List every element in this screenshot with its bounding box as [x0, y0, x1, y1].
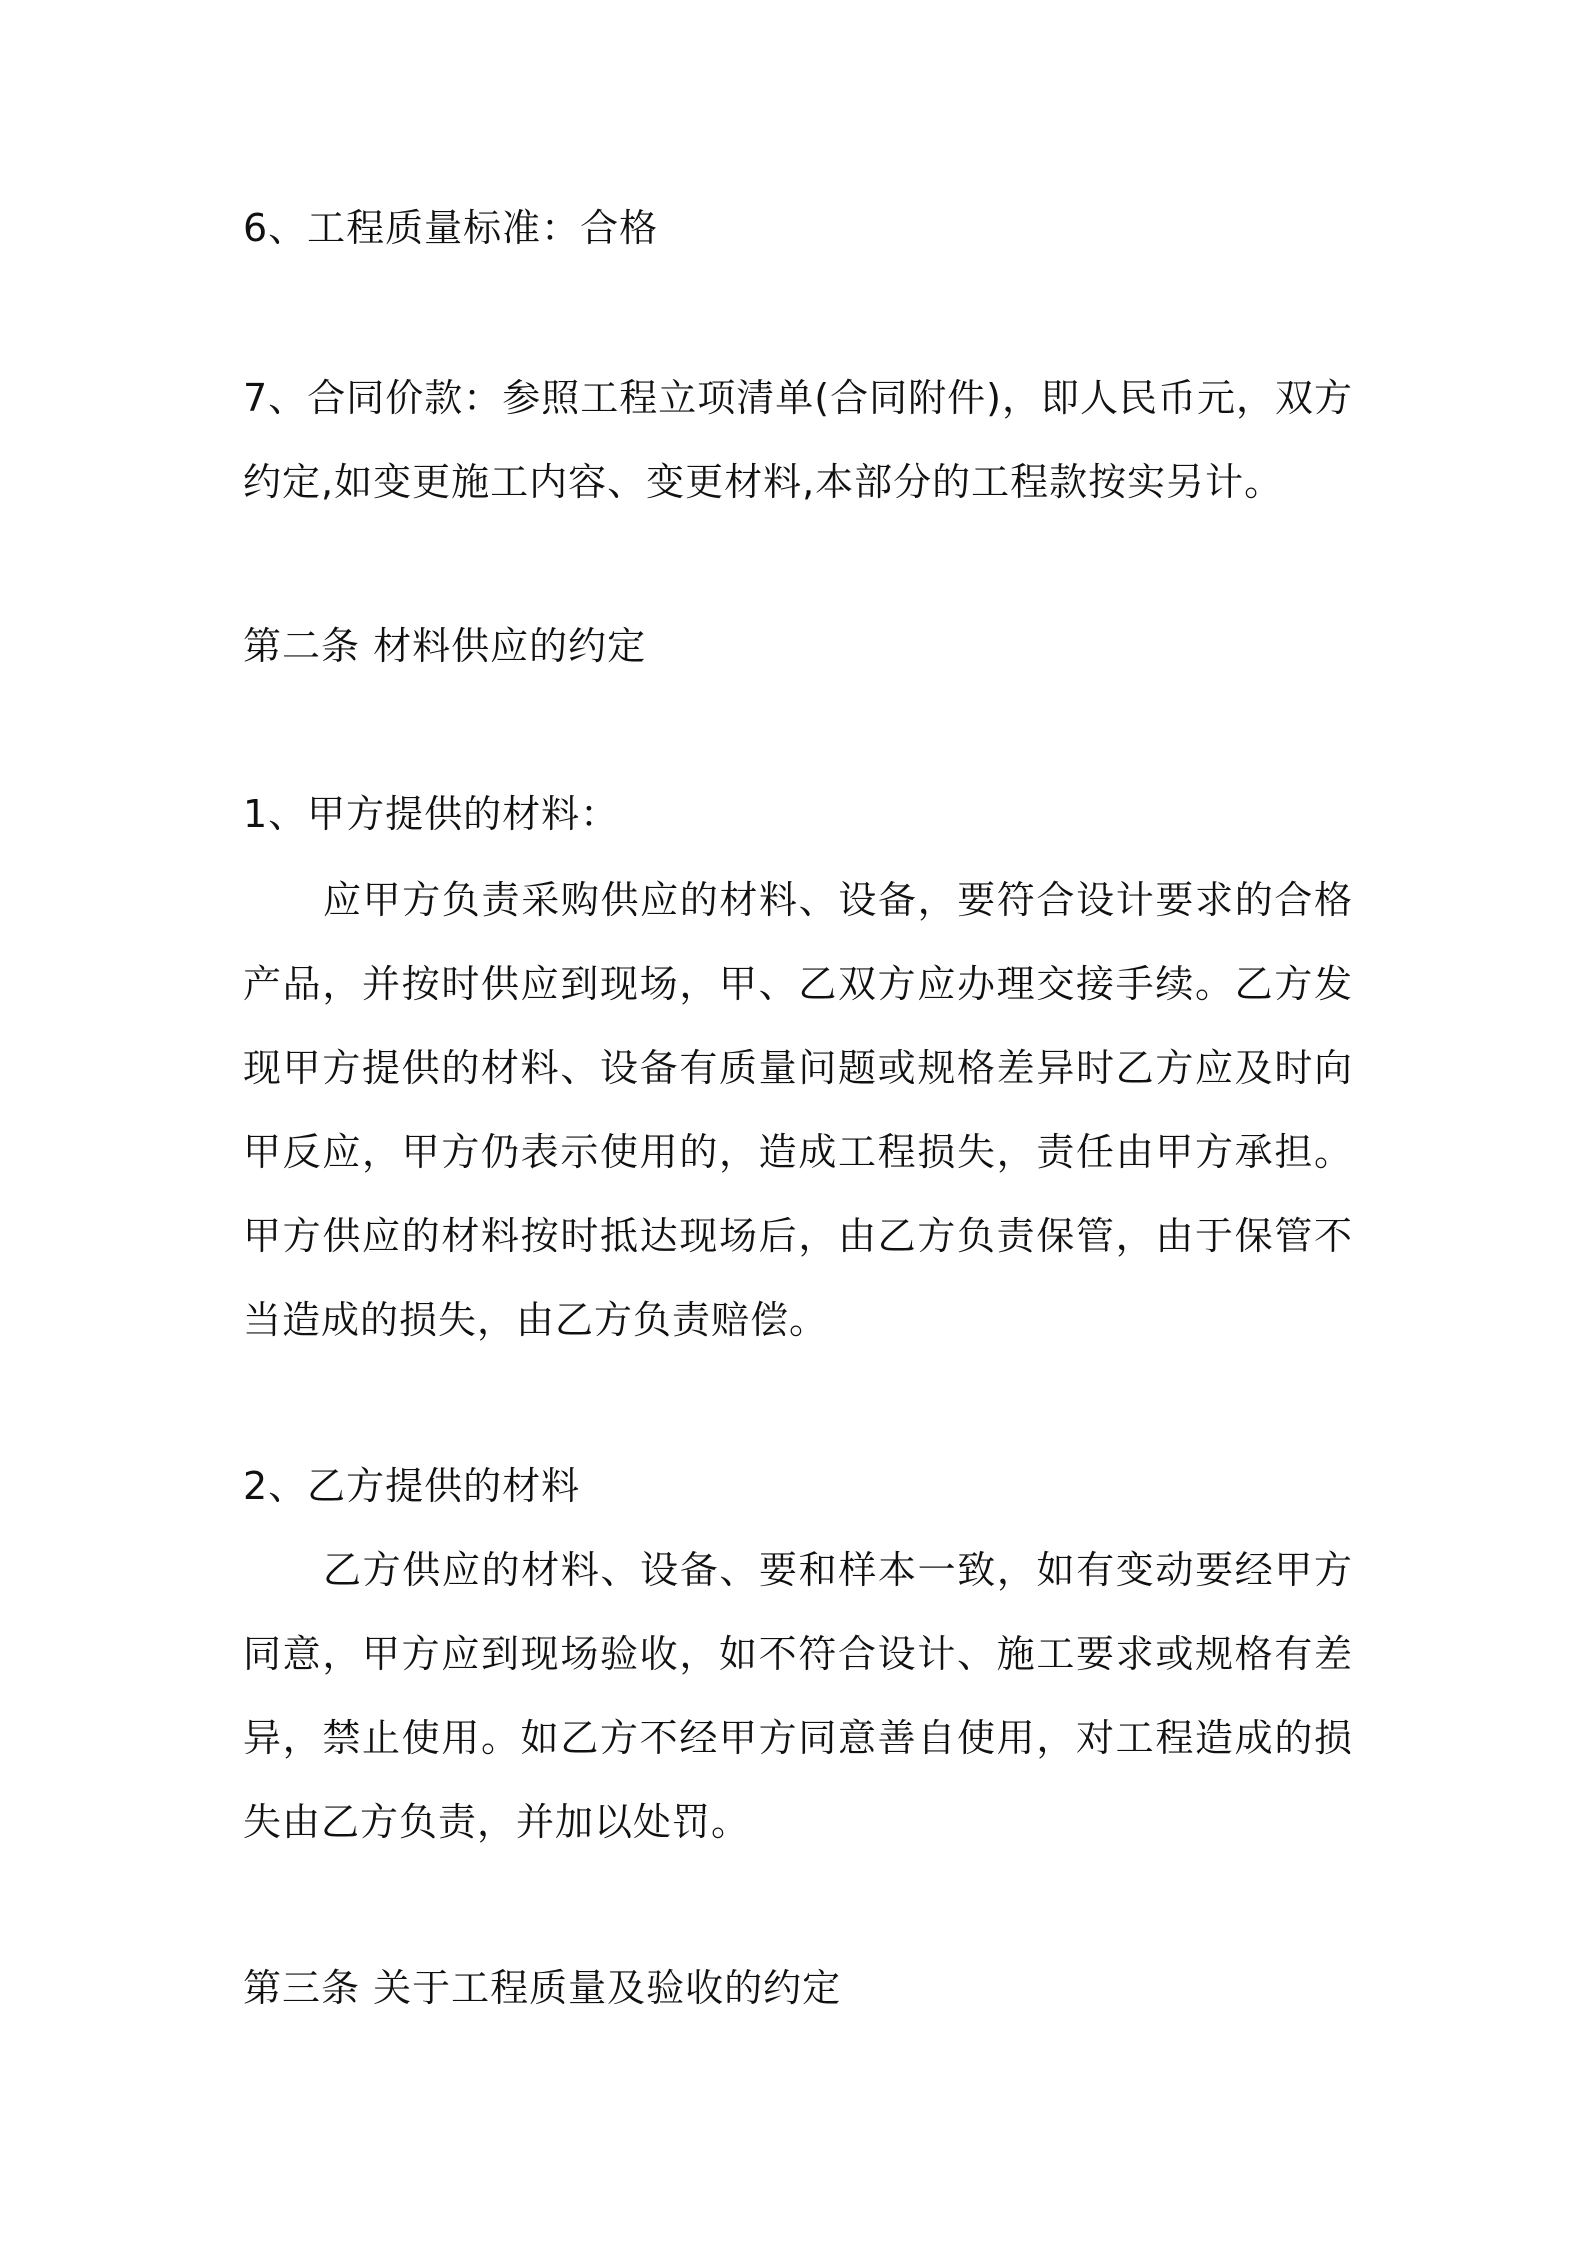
section-1-heading: 1、甲方提供的材料： — [243, 792, 620, 836]
section-1-body: 应甲方负责采购供应的材料、设备，要符合设计要求的合格产品，并按时供应到现场，甲、乙双方应办理交接手续。乙方发现甲方提供的材料、设备有质量问题或规格差异时乙方应及时向甲反应，甲方仍表示使用的，造成工程损失，责任由甲方承担。甲方供应的材料按时抵达现场后，由乙方负责保管，由于保管不当造成的损失，由乙方负责赔偿。 — [243, 878, 1353, 1342]
section-2-heading: 2、乙方提供的材料 — [243, 1464, 581, 1508]
clause-7-contract-price: 7、合同价款：参照工程立项清单(合同附件)，即人民币元，双方约定,如变更施工内容、变更材料,本部分的工程款按实另计。 — [243, 376, 1353, 504]
article-3-heading: 第三条 关于工程质量及验收的约定 — [243, 1966, 842, 2010]
article-2-heading: 第二条 材料供应的约定 — [243, 624, 647, 668]
section-2-body: 乙方供应的材料、设备、要和样本一致，如有变动要经甲方同意，甲方应到现场验收，如不符合设计、施工要求或规格有差异，禁止使用。如乙方不经甲方同意善自使用，对工程造成的损失由乙方负责，并加以处罚。 — [243, 1548, 1353, 1844]
clause-6-quality-standard: 6、工程质量标准：合格 — [243, 206, 659, 250]
